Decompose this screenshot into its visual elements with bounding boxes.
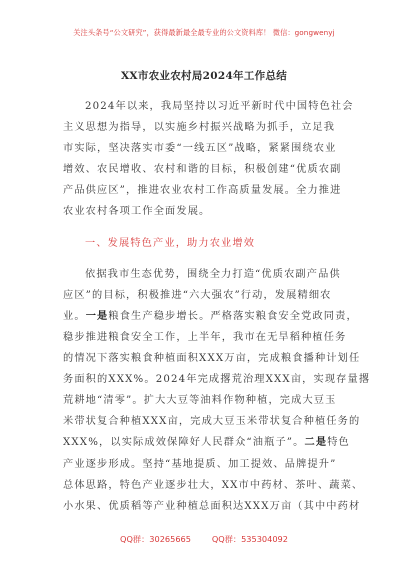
intro-line: 主义思想为指导，以实施乡村振兴战略为抓手，立足我 <box>63 122 336 134</box>
document-body <box>63 96 371 517</box>
qq-group-number: 30265665 <box>149 534 191 544</box>
text-segment: 特色 <box>327 437 350 449</box>
bold-marker: 二是 <box>304 436 328 449</box>
text-segment: XXX%，以实际成效保障好人民群众“油瓶子”。 <box>63 437 305 449</box>
qq-group-label: QQ群： <box>211 534 242 544</box>
paragraph-line: 小水果、优质稻等产业种植总面积达XXX万亩（其中中药材 <box>63 500 361 512</box>
paragraph-line: 荒耕地“清零”。扩大大豆等油料作物种植，完成大豆玉 <box>63 395 337 407</box>
paragraph-line: 总体思路，特色产业逐步壮大，XX市中药材、茶叶、蔬菜、 <box>63 479 364 491</box>
paragraph-line <box>63 306 358 327</box>
section-heading: 一、发展特色产业，助力农业增效 <box>85 237 256 249</box>
qq-group-number: 535304092 <box>241 534 288 544</box>
footer-contacts <box>0 534 408 545</box>
intro-line: 农业农村各项工作全面发展。 <box>63 206 211 218</box>
intro-line: 2024年以来，我局坚持以习近平新时代中国特色社会 <box>85 101 354 112</box>
qq-group-label: QQ群： <box>120 534 150 544</box>
text-segment: 粮食生产稳步增长。严格落实粮食安全党政同责， <box>108 310 358 322</box>
paragraph-line: 应区”的目标，积极推进“六大强农”行动，发展精细农 <box>63 289 332 301</box>
intro-line: 市实际，坚决落实市委“一线五区”战略，紧紧围绕农业 <box>63 143 337 155</box>
paragraph-line: 稳步推进粮食安全工作，上半年，我市在无旱稻种植任务 <box>63 331 347 343</box>
document-title: XX市农业农村局2024年工作总结 <box>120 70 288 82</box>
intro-line: 产品供应区”，推进农业农村工作高质量发展。全力推进 <box>63 185 342 197</box>
paragraph-line: 务面积的XXX%。2024年完成撂荒治理XXX亩，实现存量撂 <box>63 374 371 386</box>
intro-line: 增效、农民增收、农村和谐的目标，积极创建“优质农副 <box>63 164 342 176</box>
paragraph-line <box>63 432 350 453</box>
paragraph-line: 的情况下落实粮食种植面积XXX万亩，完成粮食播种计划任 <box>63 353 361 365</box>
bold-marker: 一是 <box>85 309 109 322</box>
text-segment: 业。 <box>63 310 86 322</box>
promo-banner: 关注头条号“公文研究”，获得最新最全最专业的公文资料库！ 微信：gongwenyj <box>73 28 335 37</box>
paragraph-line: 米带状复合种植XXX亩，完成大豆玉米带状复合种植任务的 <box>63 416 361 428</box>
paragraph-line: 依据我市生态优势，围绕全力打造“优质农副产品供 <box>85 268 341 280</box>
paragraph-line: 产业逐步形成。坚持“基地提质、加工提效、品牌提升” <box>63 458 337 470</box>
